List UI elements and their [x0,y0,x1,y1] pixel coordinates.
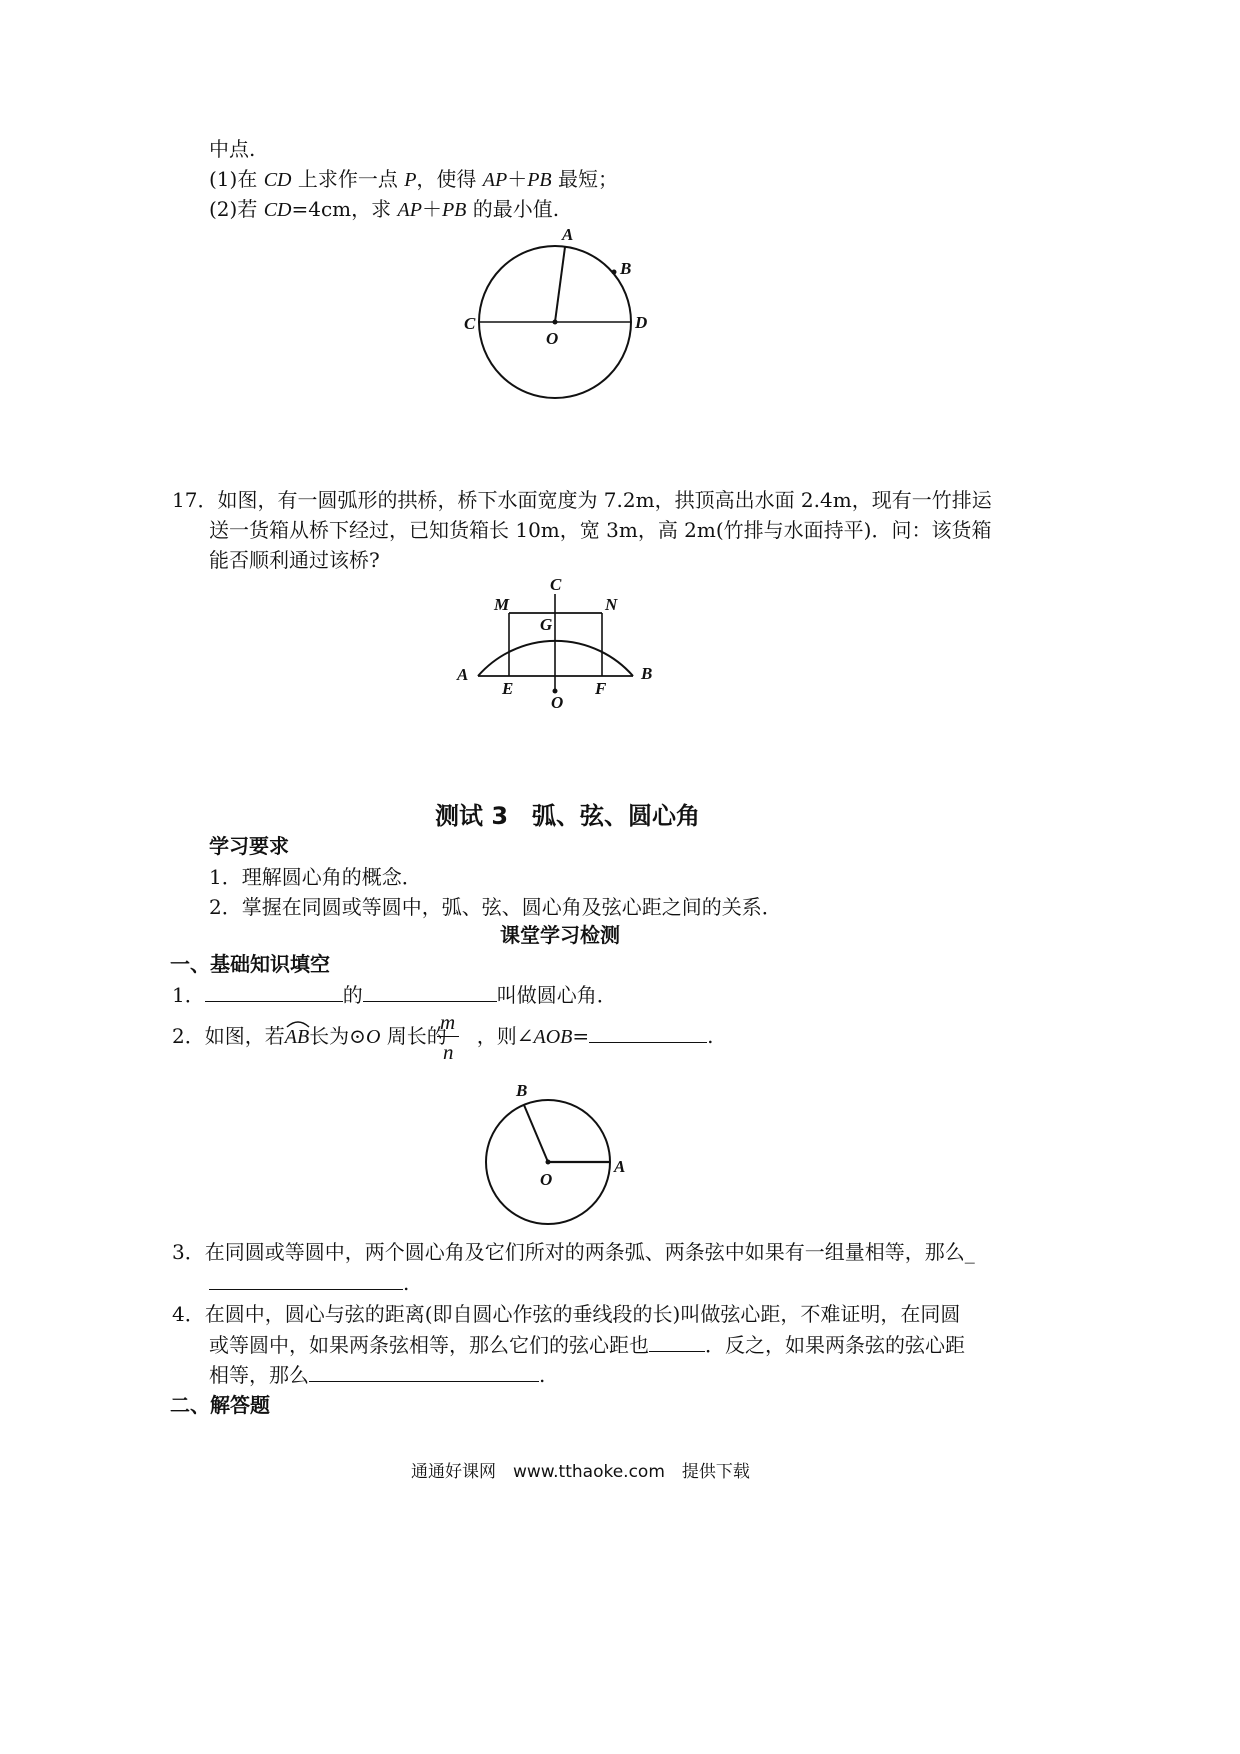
fill2-label-o: O [540,1170,553,1189]
fraction-bar [437,1036,459,1037]
q17-label-f: F [595,679,607,698]
q17-label-g: G [540,615,553,634]
q16-line-3: (2)若 CD=4cm，求 AP＋PB 的最小值. [209,197,560,221]
q17-label-o: O [551,693,564,712]
q16-label-a: A [562,225,574,244]
q17-line-3: 能否顺利通过该桥? [209,548,380,572]
q17-bridge-figure [445,570,675,715]
fraction-denominator: n [443,1040,454,1064]
arc-ab: AB [285,1026,309,1048]
fill-question-3-line-1: 3．在同圆或等圆中，两个圆心角及它们所对的两条弧、两条弦中如果有一组量相等，那么_ [172,1240,975,1264]
blank-4a[interactable] [649,1331,705,1352]
fill2-label-a: A [614,1157,626,1176]
q16-point-b [612,270,617,275]
q17-line-1: 17．如图，有一圆弧形的拱桥，桥下水面宽度为 7.2m，拱顶高出水面 2.4m，现有一竹排运 [172,488,992,512]
part-one-heading: 一、基础知识填空 [170,952,330,976]
q16-center-point [553,320,558,325]
fill-question-4-line-3: 相等，那么 . [209,1363,546,1387]
q16-label-c: C [464,314,476,333]
requirement-1: 1．理解圆心角的概念． [209,865,422,889]
fill-question-3-line-2: . [209,1269,409,1296]
q17-label-a: A [457,665,469,684]
blank-1a[interactable] [205,981,343,1002]
q17-line-2: 送一货箱从桥下经过，已知货箱长 10m，宽 3m，高 2m(竹排与水面持平)．问：该货箱 [209,518,992,542]
part-two-heading: 二、解答题 [170,1393,270,1417]
q17-label-c: C [550,575,562,594]
blank-1b[interactable] [363,981,497,1002]
q16-radius-oa [555,247,565,322]
requirements-heading: 学习要求 [209,834,289,858]
fill2-radius-ob [524,1105,548,1162]
q16-line-2: (1)在 CD 上求作一点 P，使得 AP＋PB 最短； [209,167,619,191]
fill2-center-point [546,1160,551,1165]
fill-question-1: 1． 的 叫做圆心角． [172,983,617,1007]
q16-label-o: O [546,329,559,348]
q16-circle-figure [440,220,680,430]
fraction-numerator: m [440,1010,456,1034]
arc-mark-icon [285,1017,311,1029]
fill2-circle-figure [470,1075,640,1225]
footer-credit: 通通好课网 www.tthaoke.com 提供下载 [411,1462,750,1482]
q17-label-n: N [605,595,618,614]
q16-label-d: D [635,313,648,332]
fill-question-2: 2．如图，若AB 长为⊙O 周长的 ，则∠AOB= . [172,1022,714,1050]
q17-label-m: M [494,595,510,614]
blank-3[interactable] [209,1269,403,1290]
q16-label-b: B [620,259,632,278]
fill2-label-b: B [516,1081,528,1100]
q17-label-b: B [641,664,653,683]
classroom-check-heading: 课堂学习检测 [500,923,620,947]
fill-question-4-line-2: 或等圆中，如果两条弦相等，那么它们的弦心距也 ．反之，如果两条弦的弦心距 [209,1333,965,1357]
q16-line-1: 中点. [209,137,256,161]
requirement-2: 2．掌握在同圆或等圆中，弧、弦、圆心角及弦心距之间的关系． [209,895,782,919]
fill-question-4-line-1: 4．在圆中，圆心与弦的距离(即自圆心作弦的垂线段的长)叫做弦心距，不难证明，在同圆 [172,1302,961,1326]
blank-2[interactable] [589,1022,707,1043]
blank-4b[interactable] [309,1361,539,1382]
q17-label-e: E [502,679,514,698]
section-title: 测试 3 弧、弦、圆心角 [435,802,701,830]
